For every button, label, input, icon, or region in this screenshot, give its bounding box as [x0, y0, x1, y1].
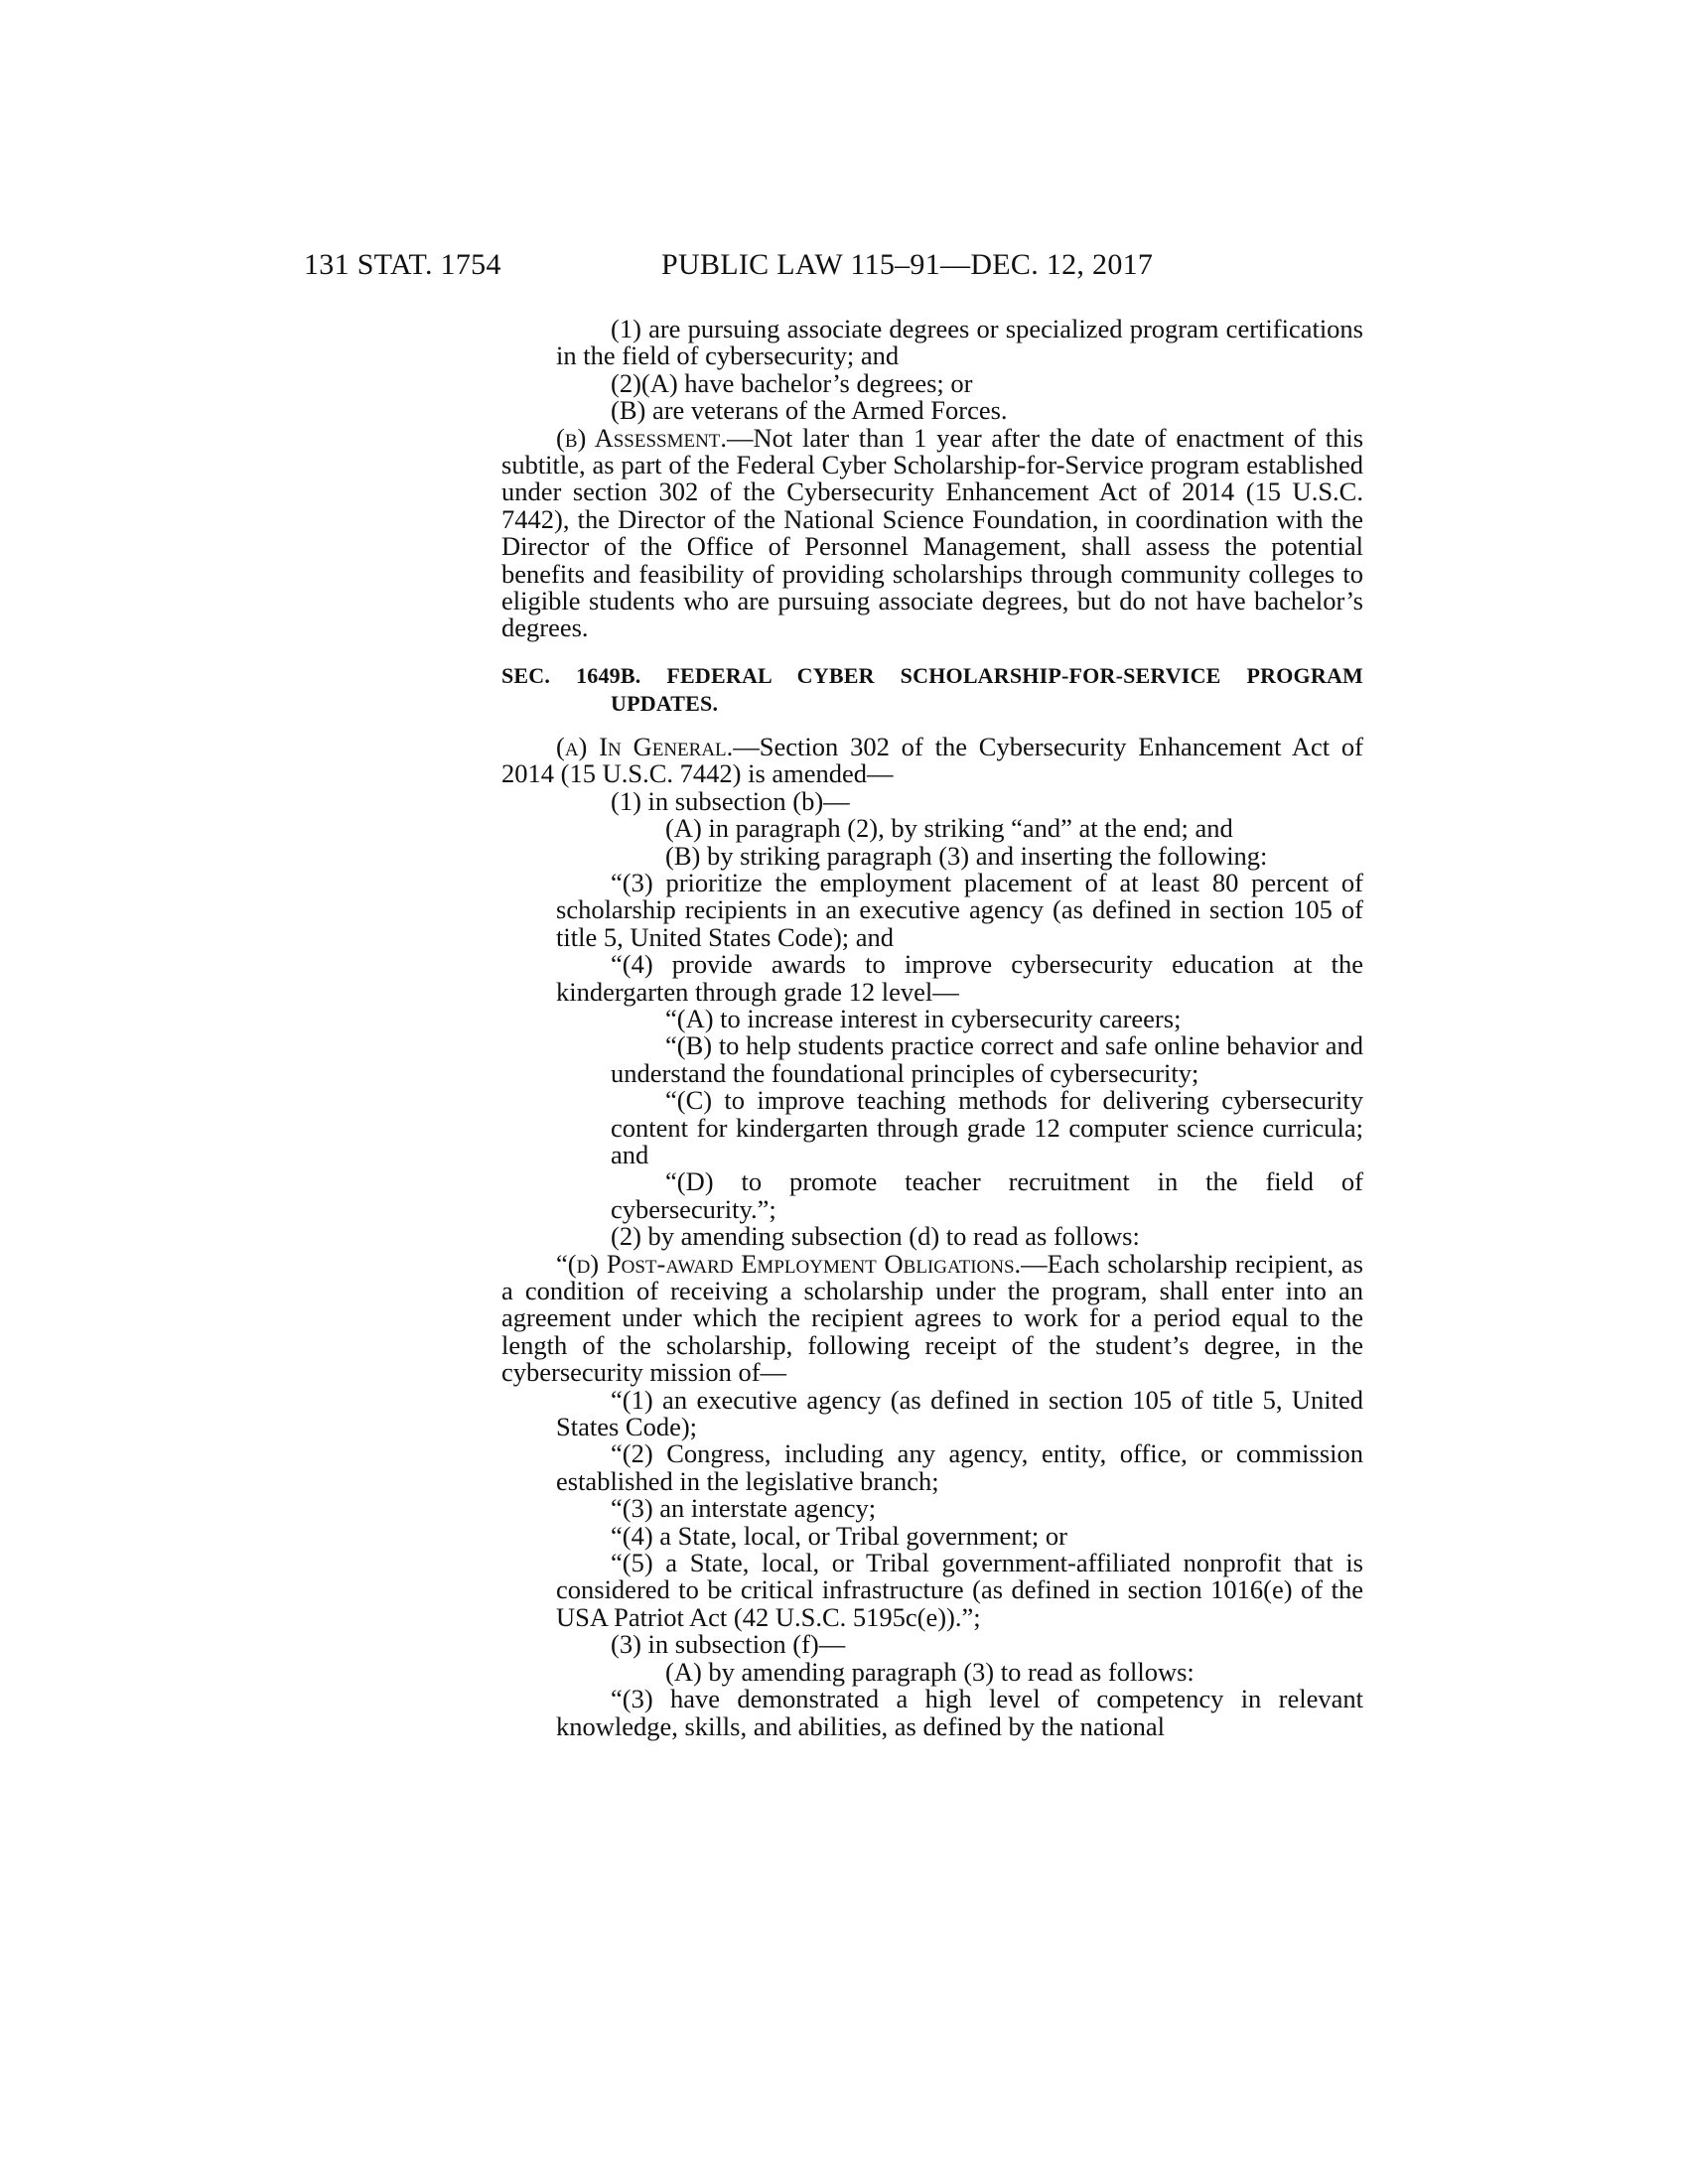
- running-header-law-date: PUBLIC LAW 115–91—DEC. 12, 2017: [661, 248, 1154, 281]
- amendment-3A: (A) by amending paragraph (3) to read as follows:: [665, 1656, 1195, 1687]
- quoted-subparagraph-D: “(D) to promote teacher recruitment in the field of cybersecurity.”;: [611, 1166, 1363, 1224]
- quoted-subparagraph-B: “(B) to help students practice correct and safe online behavior and understand the foundational principles of cybersecurity;: [611, 1030, 1363, 1088]
- paragraph-B-veterans: (B) are veterans of the Armed Forces.: [611, 395, 1008, 426]
- amendment-1A: (A) in paragraph (2), by striking “and” at the end; and: [665, 813, 1233, 844]
- amendment-3: (3) in subsection (f)—: [611, 1629, 846, 1660]
- quoted-d-3: “(3) an interstate agency;: [611, 1493, 877, 1524]
- quoted-subparagraph-A: “(A) to increase interest in cybersecurity careers;: [665, 1003, 1182, 1033]
- section-heading: SEC. 1649B. FEDERAL CYBER SCHOLARSHIP-FOR-SERVICE PROGRAM UPDATES.: [501, 662, 1363, 716]
- subsection-text: —Each scholarship recipient, as a condition of receiving a scholarship under the program, shall enter into an agreement under which the recipient agrees to work for a period equal to the length of the scholarship, following receipt of the student’s degree, in the cybersecurity mission of—: [501, 1248, 1363, 1388]
- subsection-heading: (a) In General.: [556, 731, 734, 761]
- subsection-text: —Section 302 of the Cybersecurity Enhancement Act of 2014 (15 U.S.C. 7442) is amended—: [501, 731, 1363, 789]
- amendment-1B: (B) by striking paragraph (3) and inserting the following:: [665, 840, 1268, 871]
- quoted-d-2: “(2) Congress, including any agency, entity, office, or commission established in the legislative branch;: [556, 1438, 1363, 1496]
- quoted-subparagraph-C: “(C) to improve teaching methods for delivering cybersecurity content for kindergarten through grade 12 computer science curricula; and: [611, 1085, 1363, 1169]
- paragraph-2A: (2)(A) have bachelor’s degrees; or: [611, 367, 973, 398]
- subsection-heading: (b) Assessment.: [556, 422, 728, 453]
- subsection-text: —Not later than 1 year after the date of enactment of this subtitle, as part of the Federal Cyber Scholarship-for-Service program established under section 302 of the Cybersecurity Enhancement Act of 2014 (15 U.S.C. 7442), the Director of the National Science Foundation, in coordination with the Director of the Office of Personnel Management, shall assess the potential benefits and feasibility of providing scholarships through community colleges to eligible students who are pursuing associate degrees, but do not have bachelor’s degrees.: [501, 422, 1364, 643]
- quoted-d-1: “(1) an executive agency (as defined in section 105 of title 5, United States Code);: [556, 1384, 1363, 1442]
- quoted-f-3: “(3) have demonstrated a high level of competency in relevant knowledge, skills, and abilities, as defined by the national: [556, 1684, 1363, 1741]
- subsection-b-assessment: [501, 422, 1364, 643]
- subsection-heading: “(d) Post-award Employment Obligations.: [556, 1248, 1022, 1279]
- subsection-a-in-general: [501, 731, 1363, 789]
- document-body: [501, 316, 1363, 1740]
- quoted-paragraph-3: “(3) prioritize the employment placement of at least 80 percent of scholarship recipients in an executive agency (as defined in section 105 of title 5, United States Code); and: [556, 867, 1363, 952]
- paragraph-1: (1) are pursuing associate degrees or specialized program certifications in the field of cybersecurity; and: [556, 314, 1363, 371]
- amendment-1: (1) in subsection (b)—: [611, 785, 850, 816]
- quoted-d-5: “(5) a State, local, or Tribal government-affiliated nonprofit that is considered to be critical infrastructure (as defined in section 1016(e) of the USA Patriot Act (42 U.S.C. 5195c(e)).”;: [556, 1548, 1363, 1632]
- statute-page-reference: 131 STAT. 1754: [304, 248, 501, 281]
- quoted-paragraph-4: “(4) provide awards to improve cybersecurity education at the kindergarten through grade 12 level—: [556, 949, 1363, 1007]
- amendment-2: (2) by amending subsection (d) to read as follows:: [611, 1221, 1140, 1252]
- quoted-d-4: “(4) a State, local, or Tribal government; or: [611, 1520, 1067, 1551]
- quoted-subsection-d: [501, 1248, 1363, 1388]
